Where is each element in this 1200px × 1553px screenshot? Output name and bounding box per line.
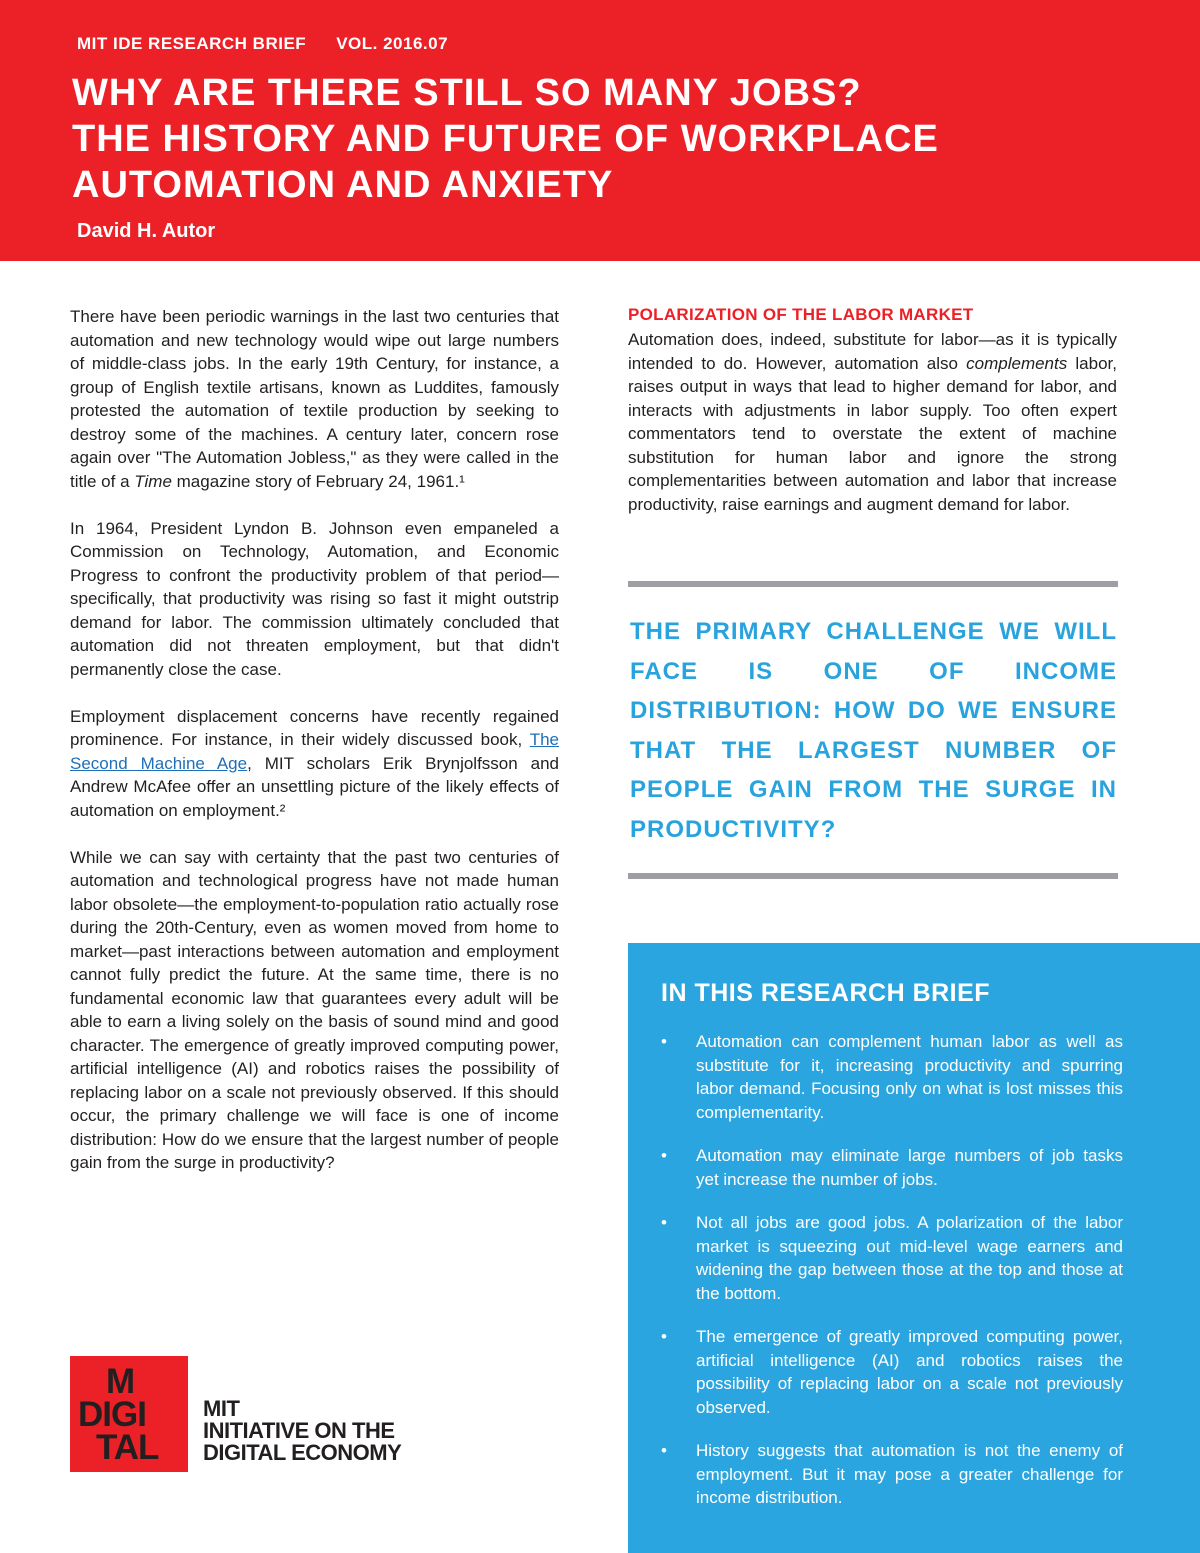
list-item: • The emergence of greatly improved computing power, artificial intelligence (AI) and robotics raises the possibility of replacing labor on a scale not previously observed.: [661, 1327, 1123, 1417]
paragraph-2: In 1964, President Lyndon B. Johnson even empaneled a Commission on Technology, Automation, and Economic Progress to confront the productivity problem of that period—specifically, that productivity was rising so fast it might outstrip demand for labor. The commission ultimately concluded that automation did not threaten employment, but that didn't permanently close the case.: [70, 518, 559, 679]
header-banner: [0, 0, 1200, 261]
bullet-icon: •: [661, 1213, 667, 1232]
quote-top-rule: [628, 581, 1118, 587]
research-brief-list: [661, 1030, 1123, 1530]
left-column: [70, 305, 559, 1198]
logo-line-3: DIGITAL ECONOMY: [203, 1440, 402, 1465]
list-item: • History suggests that automation is not the enemy of employment. But it may pose a greater challenge for income distribution.: [661, 1441, 1123, 1507]
bullet-icon: •: [661, 1441, 667, 1460]
logo-line-2: INITIATIVE ON THE: [203, 1418, 395, 1443]
list-item: • Automation can complement human labor as well as substitute for it, increasing productivity and spurring labor demand. Focusing only on what is lost misses this complementarity.: [661, 1032, 1123, 1122]
logo-line-1: MIT: [203, 1396, 240, 1421]
title-line-1: WHY ARE THERE STILL SO MANY JOBS?: [72, 72, 862, 114]
research-brief-title: IN THIS RESEARCH BRIEF: [661, 979, 991, 1007]
paragraph-3: Employment displacement concerns have recently regained prominence. For instance, in their widely discussed book, The Second Machine Age, MIT scholars Erik Brynjolfsson and Andrew McAfee offer an unsettling picture of the likely effects of automation on employment.²: [70, 706, 560, 820]
quote-bottom-rule: [628, 873, 1118, 879]
paragraph-4: While we can say with certainty that the past two centuries of automation and technological progress have not made human labor obsolete—the employment-to-population ratio actually rose during the 20th-Century, even as women moved from home to market—past interactions between automation and employment cannot fully predict the future. At the same time, there is no fundamental economic law that guarantees every adult will be able to earn a living solely on the basis of sound mind and good character. The emergence of greatly improved computing power, artificial intelligence (AI) and robotics raises the possibility of replacing labor on a scale not previously observed. If this should occur, the primary challenge we will face is one of income distribution: How do we ensure that the largest number of people gain from the surge in productivity?: [70, 847, 559, 1172]
paragraph-1: There have been periodic warnings in the last two centuries that automation and new technology would wipe out large numbers of middle-class jobs. In the early 19th Century, for instance, a group of English textile artisans, known as Luddites, famously protested the automation of textile production by seeking to destroy some of the machines. A century later, concern rose again over "The Automation Jobless," as they were called in the title of a Time magazine story of February 24, 1961.¹: [70, 307, 559, 491]
title-line-2: THE HISTORY AND FUTURE OF WORKPLACE: [72, 118, 939, 160]
bullet-icon: •: [661, 1032, 667, 1051]
list-item: • Not all jobs are good jobs. A polarization of the labor market is squeezing out mid-level wage earners and widening the gap between those at the top and those at the bottom.: [661, 1213, 1123, 1303]
logo-mark-line-2: DIGI: [78, 1395, 146, 1434]
series-name: MIT IDE RESEARCH BRIEF: [77, 34, 307, 53]
logo-mark-line-1: M: [106, 1362, 135, 1401]
second-machine-age-link[interactable]: The Second Machine Age: [70, 730, 559, 773]
logo-mark-line-3: TAL: [96, 1428, 159, 1467]
list-item: • Automation may eliminate large numbers of job tasks yet increase the number of jobs.: [661, 1146, 1123, 1189]
author-name: David H. Autor: [77, 220, 216, 242]
title-line-3: AUTOMATION AND ANXIETY: [72, 164, 614, 206]
time-magazine-italic: Time: [134, 471, 172, 491]
complements-italic: complements: [966, 353, 1068, 373]
polarization-heading: POLARIZATION OF THE LABOR MARKET: [628, 305, 974, 324]
series-label: [77, 34, 448, 54]
page-title: [72, 70, 1182, 208]
bullet-icon: •: [661, 1146, 667, 1165]
mit-ide-logo-text: [203, 1398, 401, 1464]
mit-digital-logo-mark: [70, 1356, 188, 1472]
volume-number: VOL. 2016.07: [336, 34, 449, 53]
research-brief-box: [628, 943, 1200, 1553]
pull-quote: THE PRIMARY CHALLENGE WE WILL FACE IS ONE OF INCOME DISTRIBUTION: HOW DO WE ENSURE THAT THE LARGEST NUMBER OF PEOPLE GAIN FROM THE SURGE IN PRODUCTIVITY?: [630, 618, 1117, 843]
bullet-icon: •: [661, 1327, 667, 1346]
polarization-body: Automation does, indeed, substitute for labor—as it is typically intended to do. However, automation also complements labor, raises output in ways that lead to higher demand for labor, and interacts with adjustments in labor supply. Too often expert commentators tend to overstate the extent of machine substitution for human labor and ignore the strong complementarities between automation and labor that increase productivity, raise earnings and augment demand for labor.: [628, 330, 1117, 514]
